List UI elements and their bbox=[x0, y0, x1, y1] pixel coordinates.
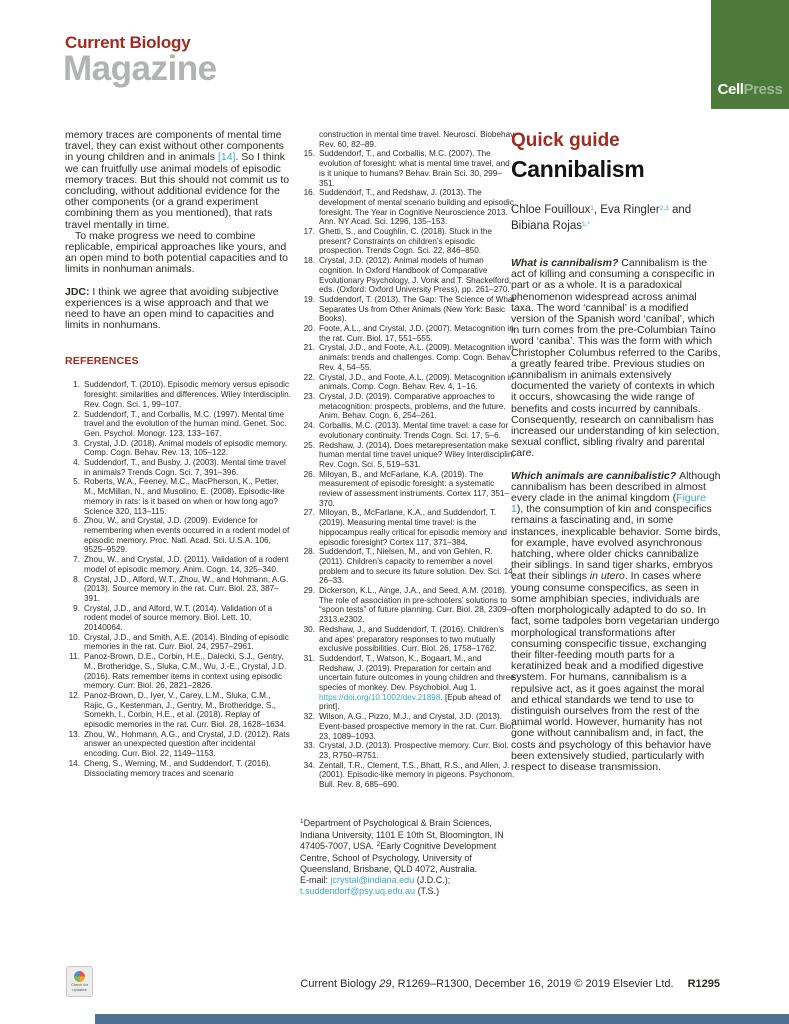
reference-item bbox=[300, 256, 516, 295]
reference-number: 29. bbox=[303, 586, 315, 596]
text-segment: Panoz-Brown, D.E., Corbin, H.E., Dalecki, S.J., Gentry, M., Brotheridge, S., Sluka, C.M., Wu, J.-E., Crystal, J.D. (2016). Rats remember items in context using episodic memory. Curr. Biol. 26, 2821–2826. bbox=[84, 652, 287, 691]
reference-item bbox=[300, 188, 516, 227]
text-segment: Which animals are cannibalistic? bbox=[511, 469, 680, 482]
reference-item bbox=[300, 508, 516, 547]
reference-number: 33. bbox=[303, 741, 315, 751]
reference-number: 25. bbox=[303, 440, 315, 450]
references-list bbox=[300, 130, 516, 790]
text-segment: in utero bbox=[589, 570, 625, 583]
text-segment: (T.S.) bbox=[415, 885, 440, 896]
text-segment: 2 bbox=[376, 840, 381, 848]
reference-item bbox=[65, 633, 291, 652]
reference-item bbox=[65, 691, 291, 730]
cellpress-logo-text bbox=[718, 82, 783, 97]
reference-item bbox=[65, 439, 291, 458]
reference-item bbox=[300, 441, 516, 470]
reference-item bbox=[65, 604, 291, 633]
text-segment: Although cannibalism has been described in almost every clade in the animal kingdom ( bbox=[511, 469, 721, 505]
text-segment: Suddendorf, T., and Busby, J. (2003). Mental time travel in animals? Trends Cogn. Sci. 7, 391–396. bbox=[84, 458, 286, 477]
reference-text bbox=[319, 188, 516, 227]
reference-number: 22. bbox=[303, 372, 315, 382]
reference-number: 8. bbox=[73, 574, 80, 584]
text-segment: Suddendorf, T. (2010). Episodic memory versus episodic foresight: similarities and differences. Wiley Interdisciplin. Rev. Cogn. Sci. 1, 99–107. bbox=[84, 380, 291, 409]
references-heading: REFERENCES bbox=[65, 355, 139, 368]
reference-number: 23. bbox=[303, 391, 315, 401]
text-segment: Suddendorf, T. (2013). The Gap: The Science of What Separates Us from Other Animals (New York: Basic Books). bbox=[319, 294, 515, 324]
reference-item bbox=[65, 410, 291, 439]
reference-text bbox=[319, 441, 516, 470]
reference-number: 10. bbox=[68, 632, 80, 642]
text-segment: Crystal, J.D. (2012). Animal models of human cognition. In Oxford Handbook of Comparative Evolutionary Psychology, J. Vonk and T. Shackelford, eds. (Oxford: Oxford University Press), pp. 261–270. bbox=[319, 256, 512, 295]
footer-page-number: R1295 bbox=[687, 978, 720, 990]
reference-number: 5. bbox=[73, 477, 80, 487]
reference-text bbox=[319, 625, 516, 654]
reference-number: 16. bbox=[303, 188, 315, 198]
inline-link[interactable]: jcrystal@indiana.edu bbox=[330, 874, 415, 885]
reference-item bbox=[300, 295, 516, 324]
text-segment: , Eva Ringler bbox=[593, 204, 660, 216]
text-segment: Suddendorf, T., Watson, K., Bogaart, M., and Redshaw, J. (2019). Preparation for certain and uncertain future outcomes in young children and three species of monkey. Dev. Psychobiol. Aug 1. bbox=[319, 653, 515, 693]
text-segment: What is cannibalism? bbox=[511, 257, 622, 269]
author-affiliations bbox=[300, 818, 516, 875]
reference-item bbox=[300, 712, 516, 741]
reference-text bbox=[319, 761, 516, 790]
reference-item bbox=[300, 741, 516, 760]
reference-number: 28. bbox=[303, 547, 315, 557]
section-title: Magazine bbox=[63, 49, 217, 88]
reference-number: 21. bbox=[303, 343, 315, 353]
text-segment: Chloe Fouilloux bbox=[511, 204, 591, 216]
reference-text bbox=[319, 547, 516, 586]
reference-item bbox=[300, 343, 516, 372]
reference-item bbox=[300, 625, 516, 654]
inline-link[interactable]: t.suddendorf@psy.uq.edu.au bbox=[300, 885, 416, 896]
text-segment: Roberts, W.A., Feeney, M.C., MacPherson, K., Petter, M., McMillan, N., and Musolino, E. (2008). Episodic-like memory in rats: is it based on when or how long ago? Science 320, 113–115. bbox=[84, 477, 285, 516]
reference-number: 6. bbox=[73, 516, 80, 526]
text-segment: Current Biology bbox=[300, 978, 380, 990]
text-segment: Department of Psychological & Brain Sciences, Indiana University, 1101 E 10th St, Bloomington, IN 47405-7007, USA. bbox=[300, 817, 504, 851]
text-segment: ), the consumption of kin and conspecifics remains a fascinating and, in some instances, inexplicable behavior. Some birds, for example, have evolved asynchronous hatching, where older chicks cannibalize their siblings. In sand tiger sharks, embryos eat their siblings bbox=[511, 503, 721, 583]
reference-text bbox=[84, 759, 291, 778]
reference-number bbox=[300, 130, 319, 149]
column-right bbox=[511, 130, 721, 773]
reference-text bbox=[84, 575, 291, 604]
reference-number: 3. bbox=[73, 438, 80, 448]
text-segment: Panoz-Brown, D., Iyer, V., Carey, L.M., Sluka, C.M., Rajic, G., Kestenman, J., Gentry, M., Brotheridge, S., Somekh, I., Corbin, H.E., et al. (2018). Replay of episodic memories in the rat. Curr. Biol. 28, 1628–1634. bbox=[84, 690, 287, 730]
reference-number: 4. bbox=[73, 458, 80, 468]
text-segment: To make progress we need to combine replicable, empirical approaches like yours, and an open mind to both potential capacities and to limits in nonhuman animals. bbox=[65, 229, 288, 276]
reference-item bbox=[300, 654, 516, 712]
text-segment: Miloyan, B., McFarlane, K.A., and Suddendorf, T. (2019). Measuring mental time travel: is the hippocampus really critical for episodic memory and episodic foresight? Cortex 117, 371–384. bbox=[319, 508, 507, 547]
text-segment: 1 bbox=[300, 817, 304, 825]
reference-number: 2. bbox=[73, 409, 80, 419]
text-segment: Crystal, J.D. (2013). Prospective memory. Curr. Biol. 23, R750–R751. bbox=[319, 741, 509, 760]
text-segment: I think we agree that avoiding subjective experiences is a wise approach and that we need to have an open mind to capacities and limits in nonhumans. bbox=[65, 285, 279, 332]
reference-text bbox=[84, 380, 291, 409]
crossmark-icon bbox=[74, 971, 85, 982]
body-paragraph bbox=[65, 287, 291, 332]
reference-text bbox=[319, 741, 516, 760]
text-segment: JDC: bbox=[65, 285, 93, 298]
reference-text bbox=[84, 691, 291, 730]
reference-item bbox=[300, 470, 516, 509]
reference-number: 1. bbox=[73, 380, 80, 390]
inline-link[interactable]: 1 bbox=[590, 205, 594, 212]
reference-number: 32. bbox=[303, 712, 315, 722]
inline-link[interactable]: 1,* bbox=[581, 221, 590, 228]
reference-number: 13. bbox=[68, 729, 80, 739]
column-middle bbox=[300, 130, 516, 897]
reference-item bbox=[300, 392, 516, 421]
reference-item bbox=[65, 652, 291, 691]
reference-item bbox=[300, 149, 516, 188]
text-segment: Cannibalism is the act of killing and consuming a conspecific in part or as a whole. It is a paradoxical phenomenon widespread across animal taxa. The word ‘cannibal’ is a modified version of the Spanish word ‘caníbal’, which in turn comes from the pre-Columbian Taíno word ‘caniba’. This was the form with which Christopher Columbus referred to the Caribs, a greatly feared tribe. Previous studies on cannibalism in animals extensively documented the variety of contexts in which it occurs, showcasing the wide range of benefits and costs incurred by cannibals. Consequently, research on cannibalism has increased our understanding of kin selection, sexual conflict, sibling rivalry and parental care. bbox=[511, 257, 721, 460]
text-segment: Wilson, A.G., Pizzo, M.J., and Crystal, J.D. (2013). Event-based prospective memory in the rat. Curr. Biol. 23, 1089–1093. bbox=[319, 712, 516, 741]
reference-text bbox=[319, 421, 516, 440]
text-segment: Suddendorf, T., and Redshaw, J. (2013). The development of mental scenario building and episodic foresight. The Year in Cognitive Neuroscience 2013. Ann. NY Acad. Sci. 1296, 135–153. bbox=[319, 188, 514, 227]
reference-number: 18. bbox=[303, 256, 315, 266]
reference-text bbox=[319, 586, 516, 625]
reference-item bbox=[300, 324, 516, 343]
body-paragraph bbox=[65, 231, 291, 276]
body-paragraph bbox=[511, 258, 721, 460]
text-segment: and Bibiana Rojas bbox=[511, 204, 692, 232]
text-segment: E-mail: bbox=[300, 874, 331, 885]
text-segment: Ghetti, S., and Coughlin, C. (2018). Stuck in the present? Constraints on children’s episodic prospection. Trends Cogn. Sci. 22, 846–850. bbox=[319, 227, 492, 256]
text-segment: Redshaw, J., and Suddendorf, T. (2016). Children’s and apes’ preparatory responses to two mutually exclusive possibilities. Curr. Biol. 26, 1758–1762. bbox=[319, 624, 504, 654]
reference-number: 9. bbox=[73, 603, 80, 613]
text-segment: Zhou, W., and Crystal, J.D. (2011). Validation of a rodent model of episodic memory. Anim. Cogn. 14, 325–340. bbox=[84, 555, 289, 574]
text-segment: Crystal, J.D., Alford, W.T., Zhou, W., and Hohmann, A.G. (2013). Source memory in the rat. Curr. Biol. 23, 387–391. bbox=[84, 574, 289, 603]
reference-number: 34. bbox=[303, 760, 315, 770]
inline-link[interactable]: 2,3 bbox=[659, 205, 669, 212]
reference-item bbox=[65, 458, 291, 477]
text-segment: Suddendorf, T., and Corballis, M.C. (2007). The evolution of foresight: what is mental time travel, and is it unique to humans? Behav. Brain Sci. 30, 299–351. bbox=[319, 149, 510, 188]
inline-link[interactable]: Figure 1 bbox=[511, 492, 706, 516]
reference-text bbox=[84, 633, 291, 652]
next-page-edge bbox=[95, 1014, 789, 1024]
reference-text bbox=[84, 555, 291, 574]
text-segment: Foote, A.L., and Crystal, J.D. (2007). Metacognition in the rat. Curr. Biol. 17, 551–555. bbox=[319, 324, 514, 343]
article-kicker: Quick guide bbox=[511, 130, 620, 151]
text-segment: Crystal, J.D., and Foote, A.L. (2009). Metacognition in animals. Comp. Cogn. Behav. Rev. 4, 1–16. bbox=[319, 372, 514, 392]
reference-text bbox=[319, 295, 516, 324]
reference-number: 14. bbox=[68, 758, 80, 768]
inline-link[interactable]: [14] bbox=[217, 151, 236, 164]
reference-text bbox=[84, 652, 291, 691]
text-segment: construction in mental time travel. Neurosci. Biobehav. Rev. 60, 82–89. bbox=[319, 130, 516, 149]
reference-text bbox=[84, 458, 291, 477]
inline-link[interactable]: https://doi.org/10.1002/dev.21898 bbox=[319, 692, 441, 702]
reference-text bbox=[84, 516, 291, 555]
reference-text bbox=[84, 410, 291, 439]
reference-number: 19. bbox=[303, 294, 315, 304]
text-segment: Crystal, J.D., and Foote, A.L. (2009). Metacognition in animals: trends and challenges. Comp. Cogn. Behav. Rev. 4, 54–55. bbox=[319, 343, 514, 372]
text-segment: Zentall, T.R., Clement, T.S., Bhatt, R.S., and Allen, J. (2001). Episodic-like memory in pigeons. Psychonom. Bull. Rev. 8, 685–690. bbox=[319, 760, 515, 790]
reference-text bbox=[319, 712, 516, 741]
reference-item bbox=[300, 421, 516, 440]
text-segment: Zhou, W., and Crystal, J.D. (2009). Evidence for remembering when events occurred in a rodent model of episodic memory. Proc. Natl. Acad. Sci. U.S.A. 106, 9525–9529. bbox=[84, 516, 290, 555]
text-segment: Corballis, M.C. (2013). Mental time travel: a case for evolutionary continuity. Trends Cogn. Sci. 17, 5–6. bbox=[319, 421, 509, 440]
reference-text bbox=[319, 373, 516, 392]
text-segment: Crystal, J.D., and Smith, A.E. (2014). Binding of episodic memories in the rat. Curr. Biol. 24, 2957–2961. bbox=[84, 632, 289, 652]
text-segment: Crystal, J.D. (2019). Comparative approaches to metacognition: prospects, problems, and the future. Anim. Behav. Cogn. 6, 254–261. bbox=[319, 391, 506, 421]
journal-name: Current Biology bbox=[65, 33, 191, 52]
text-segment: Miloyan, B., and McFarlane, K.A. (2019). The measurement of episodic foresight: a systematic review of assessment instruments. Cortex 117, 351–370. bbox=[319, 469, 510, 508]
reference-item bbox=[65, 380, 291, 409]
article-title: Cannibalism bbox=[511, 156, 645, 182]
reference-text bbox=[319, 343, 516, 372]
text-segment: . In cases where young consume conspecifics, as seen in some amphibian species, individuals are often morphologically adapted to do so. In fact, some tadpoles born vegetarian undergo morphological transformations after consuming conspecific tissue, exchanging their filter-feeding mouth parts for a keratinized beak and a modified digestive system. For humans, cannibalism is a repulsive act, as it goes against the moral and ethical standards we tend to use to distinguish ourselves from the rest of the animal world. However, humanity has not gone without cannibalism and, in fact, the costs and psychology of this behavior have been extensively studied, particularly with respect to disease transmission. bbox=[511, 570, 720, 773]
text-segment: memory traces are components of mental time travel, they can exist without other components in young children and in animals bbox=[65, 129, 284, 164]
reference-item bbox=[65, 516, 291, 555]
body-paragraph bbox=[65, 130, 291, 231]
reference-number: 17. bbox=[303, 227, 315, 237]
column-left bbox=[65, 130, 291, 778]
check-for-updates-badge[interactable] bbox=[66, 966, 93, 997]
reference-item bbox=[65, 730, 291, 759]
text-segment: Crystal, J.D. (2018). Animal models of episodic memory. Comp. Cogn. Behav. Rev. 13, 105–122. bbox=[84, 438, 288, 458]
reference-number: 20. bbox=[303, 324, 315, 334]
text-segment: 29 bbox=[379, 978, 392, 990]
reference-number: 15. bbox=[303, 149, 315, 159]
reference-text bbox=[319, 508, 516, 547]
reference-item bbox=[65, 555, 291, 574]
reference-text bbox=[319, 130, 516, 149]
reference-text bbox=[84, 477, 291, 516]
body-paragraph bbox=[511, 471, 721, 773]
text-segment: Crystal, J.D., and Alford, W.T. (2014). Validation of a rodent model of source memory. Biol. Lett. 10, 20140064. bbox=[84, 603, 273, 633]
footer-citation bbox=[300, 978, 673, 990]
cellpress-logo bbox=[711, 0, 789, 109]
page-footer bbox=[300, 978, 720, 990]
reference-item bbox=[65, 759, 291, 778]
text-segment: . So I think we can fruitfully use animal models of episodic memory traces. But this should not commit us to concluding, without additional evidence for the other components (or a grand experiment combining them as you mentioned), that rats travel mentally in time. bbox=[65, 151, 290, 231]
text-segment: Zhou, W., Hohmann, A.G., and Crystal, J.D. (2012). Rats answer an unexpected question after incidental encoding. Curr. Biol. 22, 1149–1153. bbox=[84, 729, 290, 759]
reference-number: 12. bbox=[68, 690, 80, 700]
reference-number: 7. bbox=[73, 555, 80, 565]
reference-text bbox=[84, 604, 291, 633]
reference-item bbox=[300, 373, 516, 392]
logo-press: Press bbox=[743, 81, 783, 98]
text-segment: Suddendorf, T., Nielsen, M., and von Gehlen, R. (2011). Children’s capacity to remember a novel problem and to secure its future solution. Dev. Sci. 14, 26–33. bbox=[319, 547, 515, 586]
text-segment: Redshaw, J. (2014). Does metarepresentation make human mental time travel unique? Wiley Interdisciplin. Rev. Cogn. Sci. 5, 519–531. bbox=[319, 440, 515, 469]
reference-number: 11. bbox=[69, 652, 80, 662]
reference-number: 30. bbox=[303, 624, 315, 634]
reference-text bbox=[319, 256, 516, 295]
reference-text bbox=[84, 730, 291, 759]
reference-text bbox=[319, 227, 516, 256]
article-authors bbox=[511, 203, 721, 235]
reference-number: 27. bbox=[303, 508, 315, 518]
reference-text bbox=[319, 324, 516, 343]
references-list bbox=[65, 380, 291, 778]
reference-number: 26. bbox=[303, 469, 315, 479]
text-segment: . [Epub ahead of print]. bbox=[319, 692, 501, 712]
text-segment: , R1269–R1300, December 16, 2019 © 2019 Elsevier Ltd. bbox=[391, 978, 674, 990]
reference-item bbox=[65, 477, 291, 516]
reference-text bbox=[84, 439, 291, 458]
reference-item bbox=[300, 586, 516, 625]
text-segment: Dickerson, K.L., Ainge, J.A., and Seed, A.M. (2018). The role of association in pre-schoolers’ solutions to “spoon tests” of future planning. Curr. Biol. 28, 2309–2313.e2302. bbox=[319, 586, 512, 625]
reference-item bbox=[300, 547, 516, 586]
reference-text bbox=[319, 654, 516, 712]
reference-item bbox=[300, 130, 516, 149]
text-segment: Cheng, S., Werning, M., and Suddendorf, T. (2016). Dissociating memory traces and scenario bbox=[84, 758, 271, 778]
reference-item bbox=[300, 761, 516, 790]
reference-text bbox=[319, 392, 516, 421]
text-segment: Suddendorf, T., and Corballis, M.C. (1997). Mental time travel and the evolution of the human mind. Genet. Soc. Gen. Psychol. Monogr. 123, 133–167. bbox=[84, 409, 287, 438]
reference-item bbox=[300, 227, 516, 256]
reference-number: 24. bbox=[303, 421, 315, 431]
text-segment: (J.D.C.); bbox=[414, 874, 451, 885]
text-segment: Early Cognitive Development Centre, School of Psychology, University of Queensland, Brisbane, QLD 4072, Australia. bbox=[300, 840, 497, 874]
reference-number: 31. bbox=[303, 653, 315, 663]
reference-text bbox=[319, 470, 516, 509]
author-emails bbox=[300, 875, 516, 897]
badge-label: Check for updates bbox=[70, 982, 89, 992]
reference-text bbox=[319, 149, 516, 188]
logo-cell: Cell bbox=[717, 81, 744, 98]
reference-item bbox=[65, 575, 291, 604]
